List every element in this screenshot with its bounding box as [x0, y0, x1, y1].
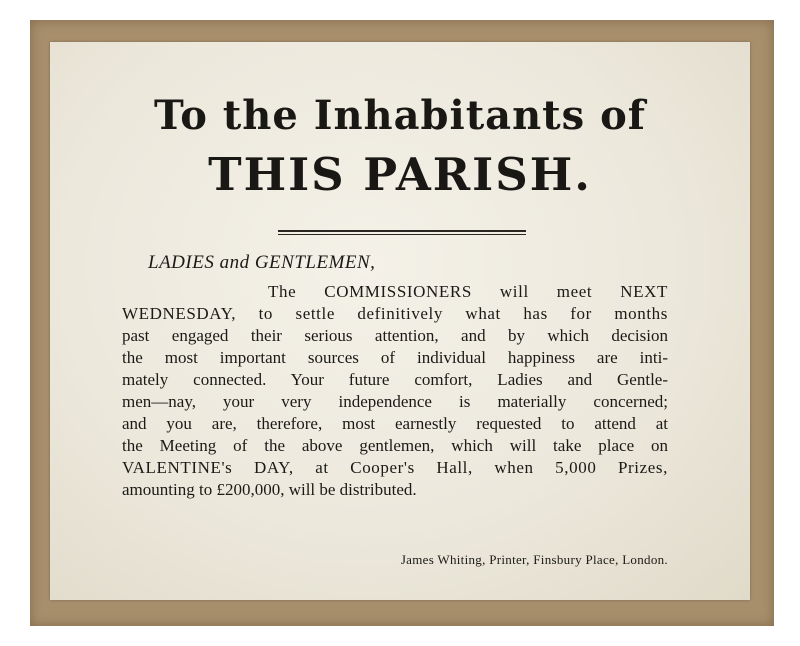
divider-rule-thin	[278, 234, 526, 235]
divider-rule-thick	[278, 230, 526, 232]
body-line: WEDNESDAY, to settle definitively what has for months	[122, 304, 668, 323]
title-line-1: To the Inhabitants of	[154, 92, 646, 139]
body-line: amounting to £200,000, will be distributed.	[122, 480, 417, 499]
salutation: LADIES and GENTLEMEN,	[148, 252, 376, 273]
body-line: past engaged their serious attention, and by which decision	[122, 326, 668, 345]
printer-imprint: James Whiting, Printer, Finsbury Place, London.	[400, 552, 668, 567]
body-line: mately connected. Your future comfort, Ladies and Gentle-	[122, 370, 668, 389]
title-line-2: THIS PARISH.	[208, 148, 592, 201]
broadside-paper	[50, 42, 750, 600]
body-line: The COMMISSIONERS will meet NEXT	[268, 282, 668, 301]
body-line: VALENTINE's DAY, at Cooper's Hall, when 5,000 Prizes,	[122, 458, 668, 477]
body-line: the Meeting of the above gentlemen, which will take place on	[122, 436, 668, 455]
body-line: men—nay, your very independence is materially concerned;	[122, 392, 668, 411]
body-line: the most important sources of individual happiness are inti-	[122, 348, 668, 367]
body-line: and you are, therefore, most earnestly requested to attend at	[122, 414, 668, 433]
